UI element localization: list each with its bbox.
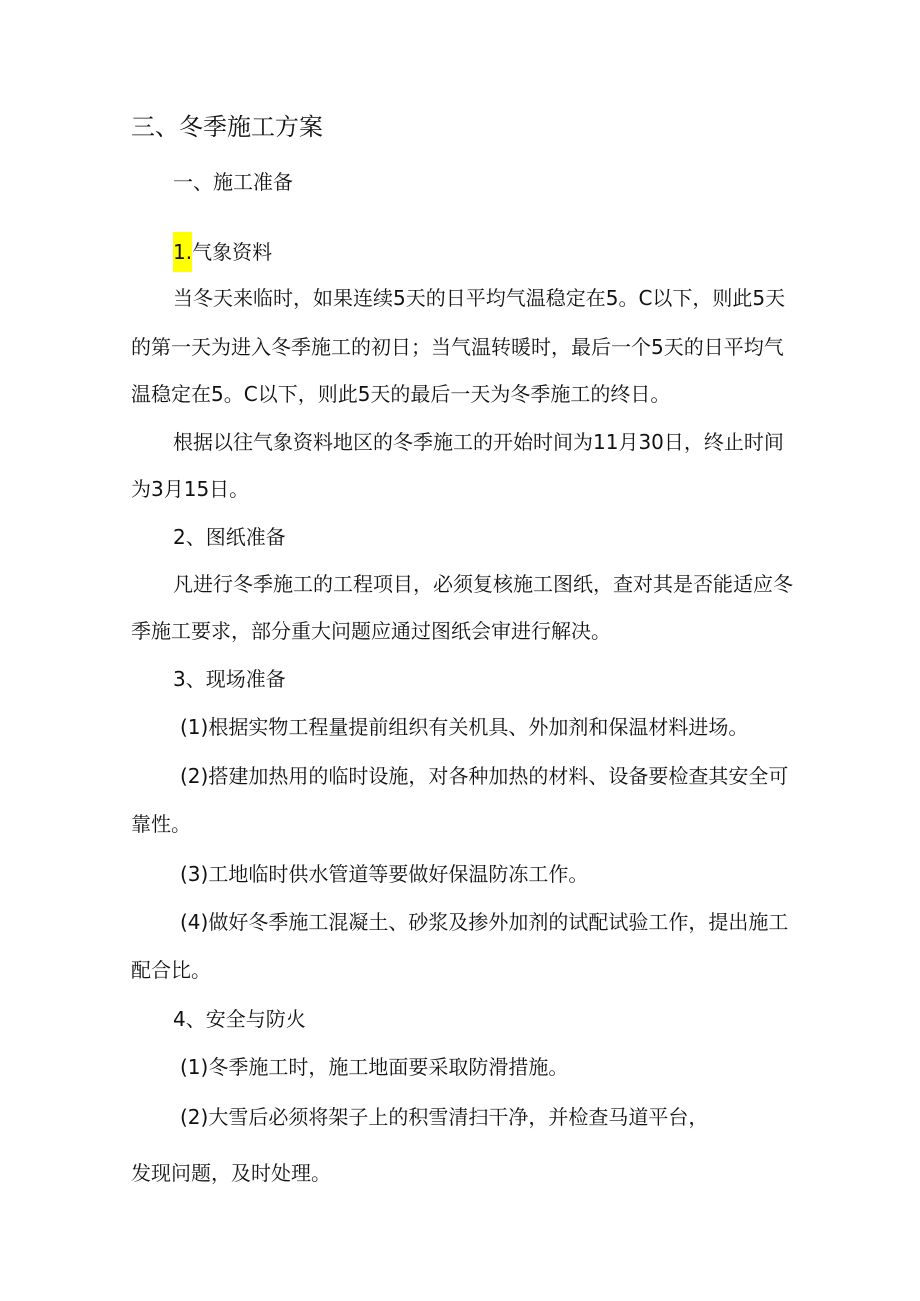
list-item: (4)做好冬季施工混凝土、砂浆及掺外加剂的试配试验工作，提出施工 — [180, 910, 789, 934]
paragraph-line: 当冬天来临时，如果连续5天的日平均气温稳定在5。C以下，则此5天 — [173, 286, 786, 310]
subsection-heading-drawings: 2、图纸准备 — [173, 525, 286, 549]
paragraph-line: 的第一天为进入冬季施工的初日；当气温转暖时，最后一个5天的日平均气 — [131, 335, 784, 359]
paragraph-line: 季施工要求，部分重大问题应通过图纸会审进行解决。 — [131, 619, 611, 643]
list-item: (2)搭建加热用的临时设施，对各种加热的材料、设备要检查其安全可 — [180, 764, 789, 788]
paragraph-line: 凡进行冬季施工的工程项目，必须复核施工图纸，查对其是否能适应冬 — [173, 572, 793, 596]
list-item: (3)工地临时供水管道等要做好保温防冻工作。 — [180, 862, 589, 886]
list-item: (1)根据实物工程量提前组织有关机具、外加剂和保温材料进场。 — [180, 715, 749, 739]
list-item: (2)大雪后必须将架子上的积雪清扫干净，并检查马道平台， — [180, 1105, 709, 1129]
paragraph-line: 为3月15日。 — [131, 477, 250, 501]
list-item-continuation: 发现问题，及时处理。 — [131, 1161, 331, 1185]
list-item-continuation: 靠性。 — [131, 812, 191, 836]
list-item: (1)冬季施工时，施工地面要采取防滑措施。 — [180, 1055, 569, 1079]
subsection-heading-label: 气象资料 — [192, 240, 273, 264]
section-heading-construction-prep: 一、施工准备 — [173, 170, 293, 194]
subsection-heading-site: 3、现场准备 — [173, 667, 286, 691]
highlighted-number: 1. — [173, 232, 192, 272]
subsection-heading-safety: 4、安全与防火 — [173, 1007, 306, 1031]
paragraph-line: 根据以往气象资料地区的冬季施工的开始时间为11月30日，终止时间 — [173, 430, 784, 454]
paragraph-line: 温稳定在5。C以下，则此5天的最后一天为冬季施工的终日。 — [131, 382, 671, 406]
document-title: 三、冬季施工方案 — [131, 113, 323, 141]
list-item-continuation: 配合比。 — [131, 958, 211, 982]
subsection-heading-weather — [173, 232, 272, 272]
